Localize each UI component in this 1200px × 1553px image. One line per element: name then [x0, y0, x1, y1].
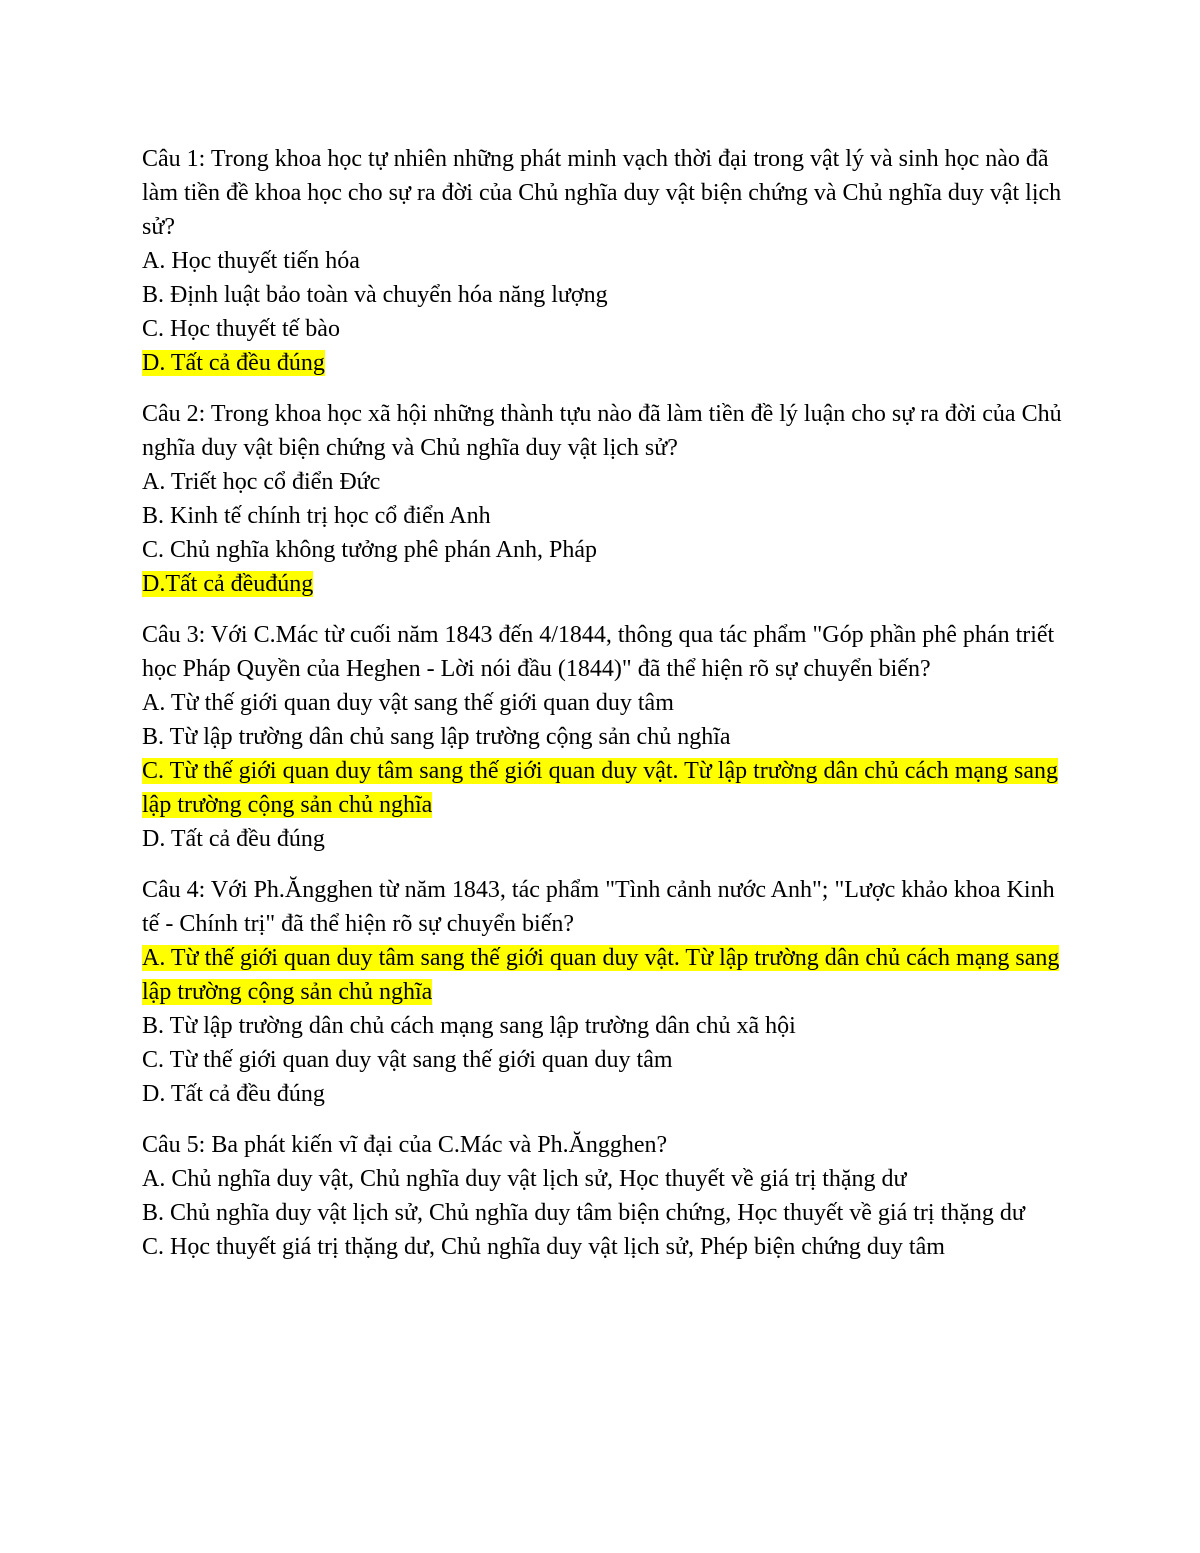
- answer-option-text: B. Từ lập trường dân chủ cách mạng sang lập trường dân chủ xã hội: [142, 1013, 796, 1039]
- question-prompt: Câu 3: Với C.Mác từ cuối năm 1843 đến 4/1844, thông qua tác phẩm "Góp phần phê phán triết học Pháp Quyền của Heghen - Lời nói đầu (1844)" đã thể hiện rõ sự chuyển biến?: [142, 622, 1055, 682]
- answer-option: [142, 822, 1062, 856]
- answer-option-text: D. Tất cả đều đúng: [142, 1081, 325, 1107]
- answer-option-text: B. Định luật bảo toàn và chuyển hóa năng lượng: [142, 282, 608, 308]
- highlighted-answer: D. Tất cả đều đúng: [142, 350, 325, 376]
- answer-option-text: A. Chủ nghĩa duy vật, Chủ nghĩa duy vật lịch sử, Học thuyết về giá trị thặng dư: [142, 1166, 907, 1192]
- answer-option: [142, 567, 1062, 601]
- answer-option: [142, 278, 1062, 312]
- question-1: [142, 142, 1062, 380]
- answer-option: [142, 720, 1062, 754]
- document-page: [142, 142, 1062, 1281]
- answer-option-text: C. Học thuyết tế bào: [142, 316, 340, 342]
- question-prompt: Câu 5: Ba phát kiến vĩ đại của C.Mác và Ph.Ăngghen?: [142, 1132, 668, 1158]
- answer-option-text: B. Kinh tế chính trị học cổ điển Anh: [142, 503, 491, 529]
- answer-option: [142, 1043, 1062, 1077]
- answer-option: [142, 312, 1062, 346]
- highlighted-answer: D.Tất cả đềuđúng: [142, 571, 314, 597]
- answer-option: [142, 1230, 1062, 1264]
- answer-option-text: A. Từ thế giới quan duy vật sang thế giới quan duy tâm: [142, 690, 674, 716]
- answer-option: [142, 1009, 1062, 1043]
- question-3: [142, 618, 1062, 856]
- question-4: [142, 873, 1062, 1111]
- answer-option-text: C. Chủ nghĩa không tưởng phê phán Anh, Pháp: [142, 537, 598, 563]
- highlighted-answer: A. Từ thế giới quan duy tâm sang thế giới quan duy vật. Từ lập trường dân chủ cách mạng sang lập trường cộng sản chủ nghĩa: [142, 945, 1060, 1005]
- answer-option: [142, 533, 1062, 567]
- answer-option: [142, 754, 1062, 822]
- answer-option: [142, 1077, 1062, 1111]
- answer-option: [142, 346, 1062, 380]
- highlighted-answer: C. Từ thế giới quan duy tâm sang thế giới quan duy vật. Từ lập trường dân chủ cách mạng sang lập trường cộng sản chủ nghĩa: [142, 758, 1059, 818]
- answer-option-text: C. Từ thế giới quan duy vật sang thế giới quan duy tâm: [142, 1047, 673, 1073]
- question-prompt: Câu 4: Với Ph.Ăngghen từ năm 1843, tác phẩm "Tình cảnh nước Anh"; "Lược khảo khoa Kinh tế - Chính trị" đã thể hiện rõ sự chuyển biến?: [142, 877, 1055, 937]
- question-5: [142, 1128, 1062, 1264]
- answer-option: [142, 941, 1062, 1009]
- question-prompt: Câu 2: Trong khoa học xã hội những thành tựu nào đã làm tiền đề lý luận cho sự ra đời của Chủ nghĩa duy vật biện chứng và Chủ nghĩa duy vật lịch sử?: [142, 401, 1062, 461]
- answer-option-text: A. Học thuyết tiến hóa: [142, 248, 360, 274]
- answer-option: [142, 244, 1062, 278]
- answer-option-text: D. Tất cả đều đúng: [142, 826, 325, 852]
- question-prompt: Câu 1: Trong khoa học tự nhiên những phát minh vạch thời đại trong vật lý và sinh học nào đã làm tiền đề khoa học cho sự ra đời của Chủ nghĩa duy vật biện chứng và Chủ nghĩa duy vật lịch sử?: [142, 146, 1062, 240]
- answer-option-text: B. Từ lập trường dân chủ sang lập trường cộng sản chủ nghĩa: [142, 724, 731, 750]
- answer-option: [142, 465, 1062, 499]
- answer-option-text: B. Chủ nghĩa duy vật lịch sử, Chủ nghĩa duy tâm biện chứng, Học thuyết về giá trị thặng dư: [142, 1200, 1025, 1226]
- answer-option: [142, 1196, 1062, 1230]
- answer-option-text: C. Học thuyết giá trị thặng dư, Chủ nghĩa duy vật lịch sử, Phép biện chứng duy tâm: [142, 1234, 945, 1260]
- answer-option: [142, 499, 1062, 533]
- answer-option-text: A. Triết học cổ điển Đức: [142, 469, 381, 495]
- question-2: [142, 397, 1062, 601]
- answer-option: [142, 686, 1062, 720]
- answer-option: [142, 1162, 1062, 1196]
